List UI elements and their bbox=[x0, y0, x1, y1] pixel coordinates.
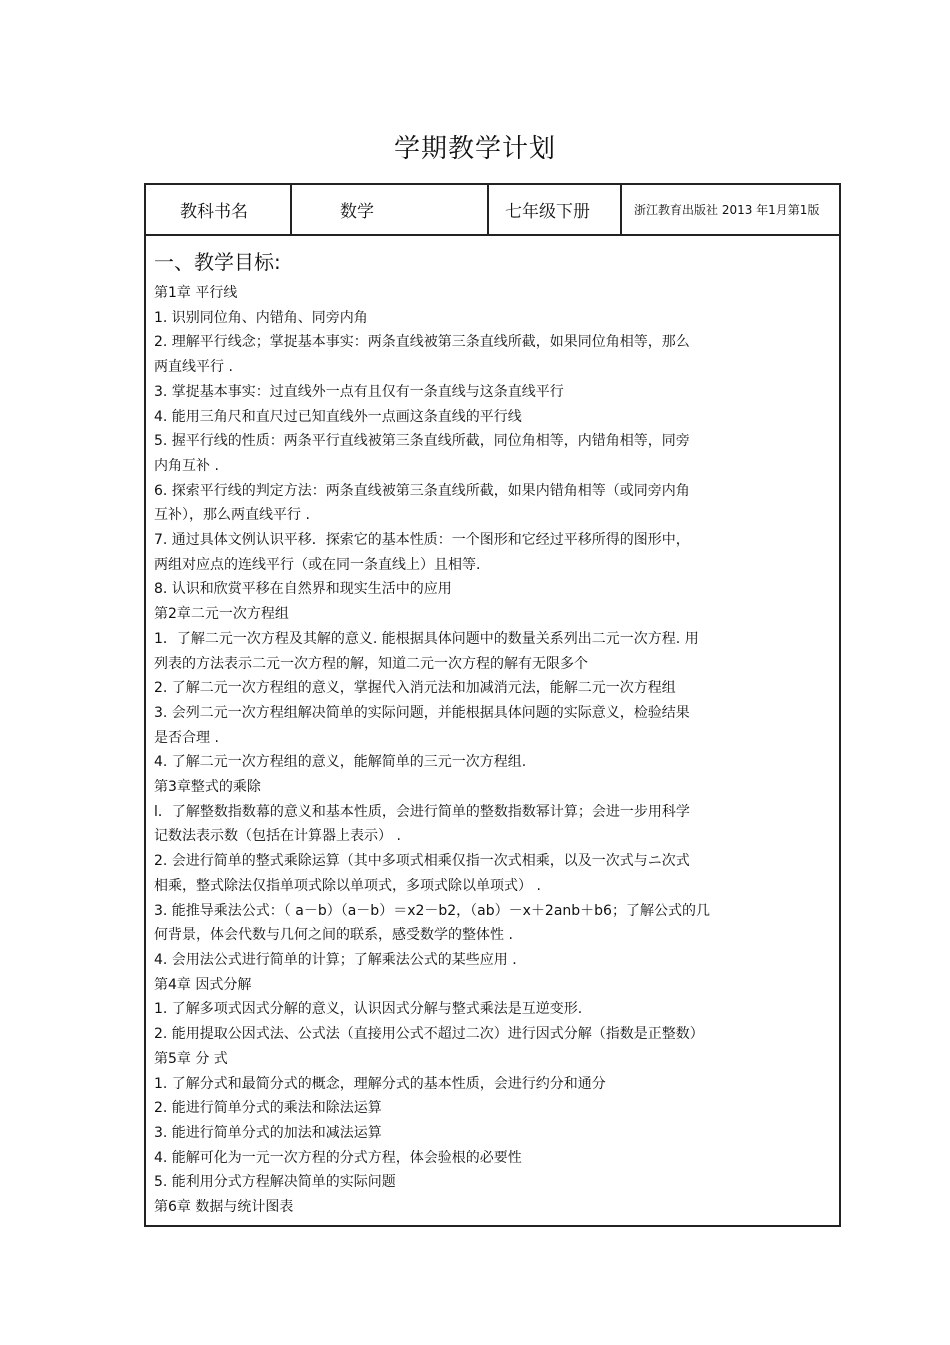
subject-cell: 数学 bbox=[292, 185, 489, 234]
content-line: 2. 了解二元一次方程组的意义，掌握代入消元法和加减消元法，能解二元一次方程组 bbox=[154, 680, 676, 697]
content-line: 4. 能解可化为一元一次方程的分式方程，体会验根的必要性 bbox=[154, 1149, 522, 1166]
content-line: 7. 通过具体文例认识平移．探索它的基本性质：一个图形和它经过平移所得的图形中， bbox=[154, 532, 690, 549]
content-line: 2. 能用提取公因式法、公式法（直接用公式不超过二次）进行因式分解（指数是正整数） bbox=[154, 1026, 704, 1043]
content-line: 内角互补 . bbox=[154, 457, 219, 474]
content-line: 8. 认识和欣赏平移在自然界和现实生活中的应用 bbox=[154, 581, 452, 598]
content-line: 4. 能用三角尺和直尺过已知直线外一点画这条直线的平行线 bbox=[154, 408, 522, 425]
content-line: 1. 了解分式和最简分式的概念，理解分式的基本性质，会进行约分和通分 bbox=[154, 1075, 606, 1092]
objectives-list bbox=[154, 281, 834, 1220]
textbook-label: 教科书名 bbox=[146, 185, 292, 234]
content-line: 5. 握平行线的性质：两条平行直线被第三条直线所截，同位角相等，内错角相等，同旁 bbox=[154, 433, 690, 450]
content-line: 何背景，体会代数与几何之间的联系，感受数学的整体性 . bbox=[154, 927, 513, 944]
grade-cell: 七年级下册 bbox=[489, 185, 622, 234]
content-line: 两组对应点的连线平行（或在同一条直线上）且相等. bbox=[154, 556, 481, 573]
content-line: 第2章二元一次方程组 bbox=[154, 606, 289, 623]
content-line: 第6章 数据与统计图表 bbox=[154, 1199, 294, 1216]
content-line: 2. 理解平行线念；掌捉基本事实：两条直线被第三条直线所截，如果同位角相等，那么 bbox=[154, 334, 690, 351]
content-line: 第4章 因式分解 bbox=[154, 976, 252, 993]
content-line: 列表的方法表示二元一次方程的解，知道二元一次方程的解有无限多个 bbox=[154, 655, 588, 672]
content-line: 4. 会用法公式进行简单的计算；了解乘法公式的某些应用 . bbox=[154, 951, 517, 968]
content-line: 3. 能推导乘法公式：（ a－b）（a－b）＝x2－b2，（ab）－x＋2anb＋b6；了解公式的几 bbox=[154, 902, 710, 919]
content-line: 是否合理 . bbox=[154, 729, 219, 746]
content-body bbox=[154, 245, 834, 1220]
header-row bbox=[146, 185, 839, 236]
content-line: 3. 能进行简单分式的加法和减法运算 bbox=[154, 1124, 382, 1141]
content-line: 第3章整式的乘除 bbox=[154, 779, 261, 796]
content-line: 第1章 平行线 bbox=[154, 285, 238, 301]
content-line: 两直线平行 . bbox=[154, 359, 233, 376]
content-line: 2. 会进行简单的整式乘除运算（其中多项式相乘仅指一次式相乘，以及一次式与ニ次式 bbox=[154, 853, 690, 870]
content-line: 互补），那么两直线平行 . bbox=[154, 507, 310, 524]
content-line: 2. 能进行简单分式的乘法和除法运算 bbox=[154, 1100, 382, 1117]
content-line: 5. 能利用分式方程解决简单的实际问题 bbox=[154, 1174, 396, 1191]
section-title: 一、教学目标: bbox=[154, 250, 281, 274]
content-line: 相乘，整式除法仅指单项式除以单项式，多项式除以单项式） . bbox=[154, 877, 541, 894]
content-line: l．了解整数指数幕的意义和基本性质，会进行简单的整数指数幂计算；会进一步用科学 bbox=[154, 803, 690, 820]
page-title: 学期教学计划 bbox=[393, 134, 556, 164]
content-line: 1. 了解多项式因式分解的意义，认识因式分解与整式乘法是互逆变形. bbox=[154, 1001, 583, 1018]
content-line: 4. 了解二元一次方程组的意义，能解简单的三元一次方程组. bbox=[154, 754, 527, 771]
content-line: 第5章 分 式 bbox=[154, 1050, 228, 1067]
content-line: 6. 探索平行线的判定方法：两条直线被第三条直线所截，如果内错角相等（或同旁内角 bbox=[154, 482, 690, 499]
plan-table bbox=[144, 183, 841, 1227]
content-line: 3. 掌捉基本事实：过直线外一点有且仅有一条直线与这条直线平行 bbox=[154, 383, 564, 400]
content-line: 记数法表示数（包括在计算器上表示） . bbox=[154, 828, 401, 845]
content-line: 3. 会列二元一次方程组解决简单的实际问题，并能根据具体问题的实际意义，检验结果 bbox=[154, 704, 690, 721]
content-line: 1．了解二元一次方程及其解的意义. 能根据具体问题中的数量关系列出二元一次方程. 用 bbox=[154, 630, 699, 647]
content-line: 1. 识别同位角、内错角、同旁内角 bbox=[154, 309, 368, 326]
publisher-cell: 浙江教育出版社 2013 年1月第1版 bbox=[634, 202, 820, 217]
